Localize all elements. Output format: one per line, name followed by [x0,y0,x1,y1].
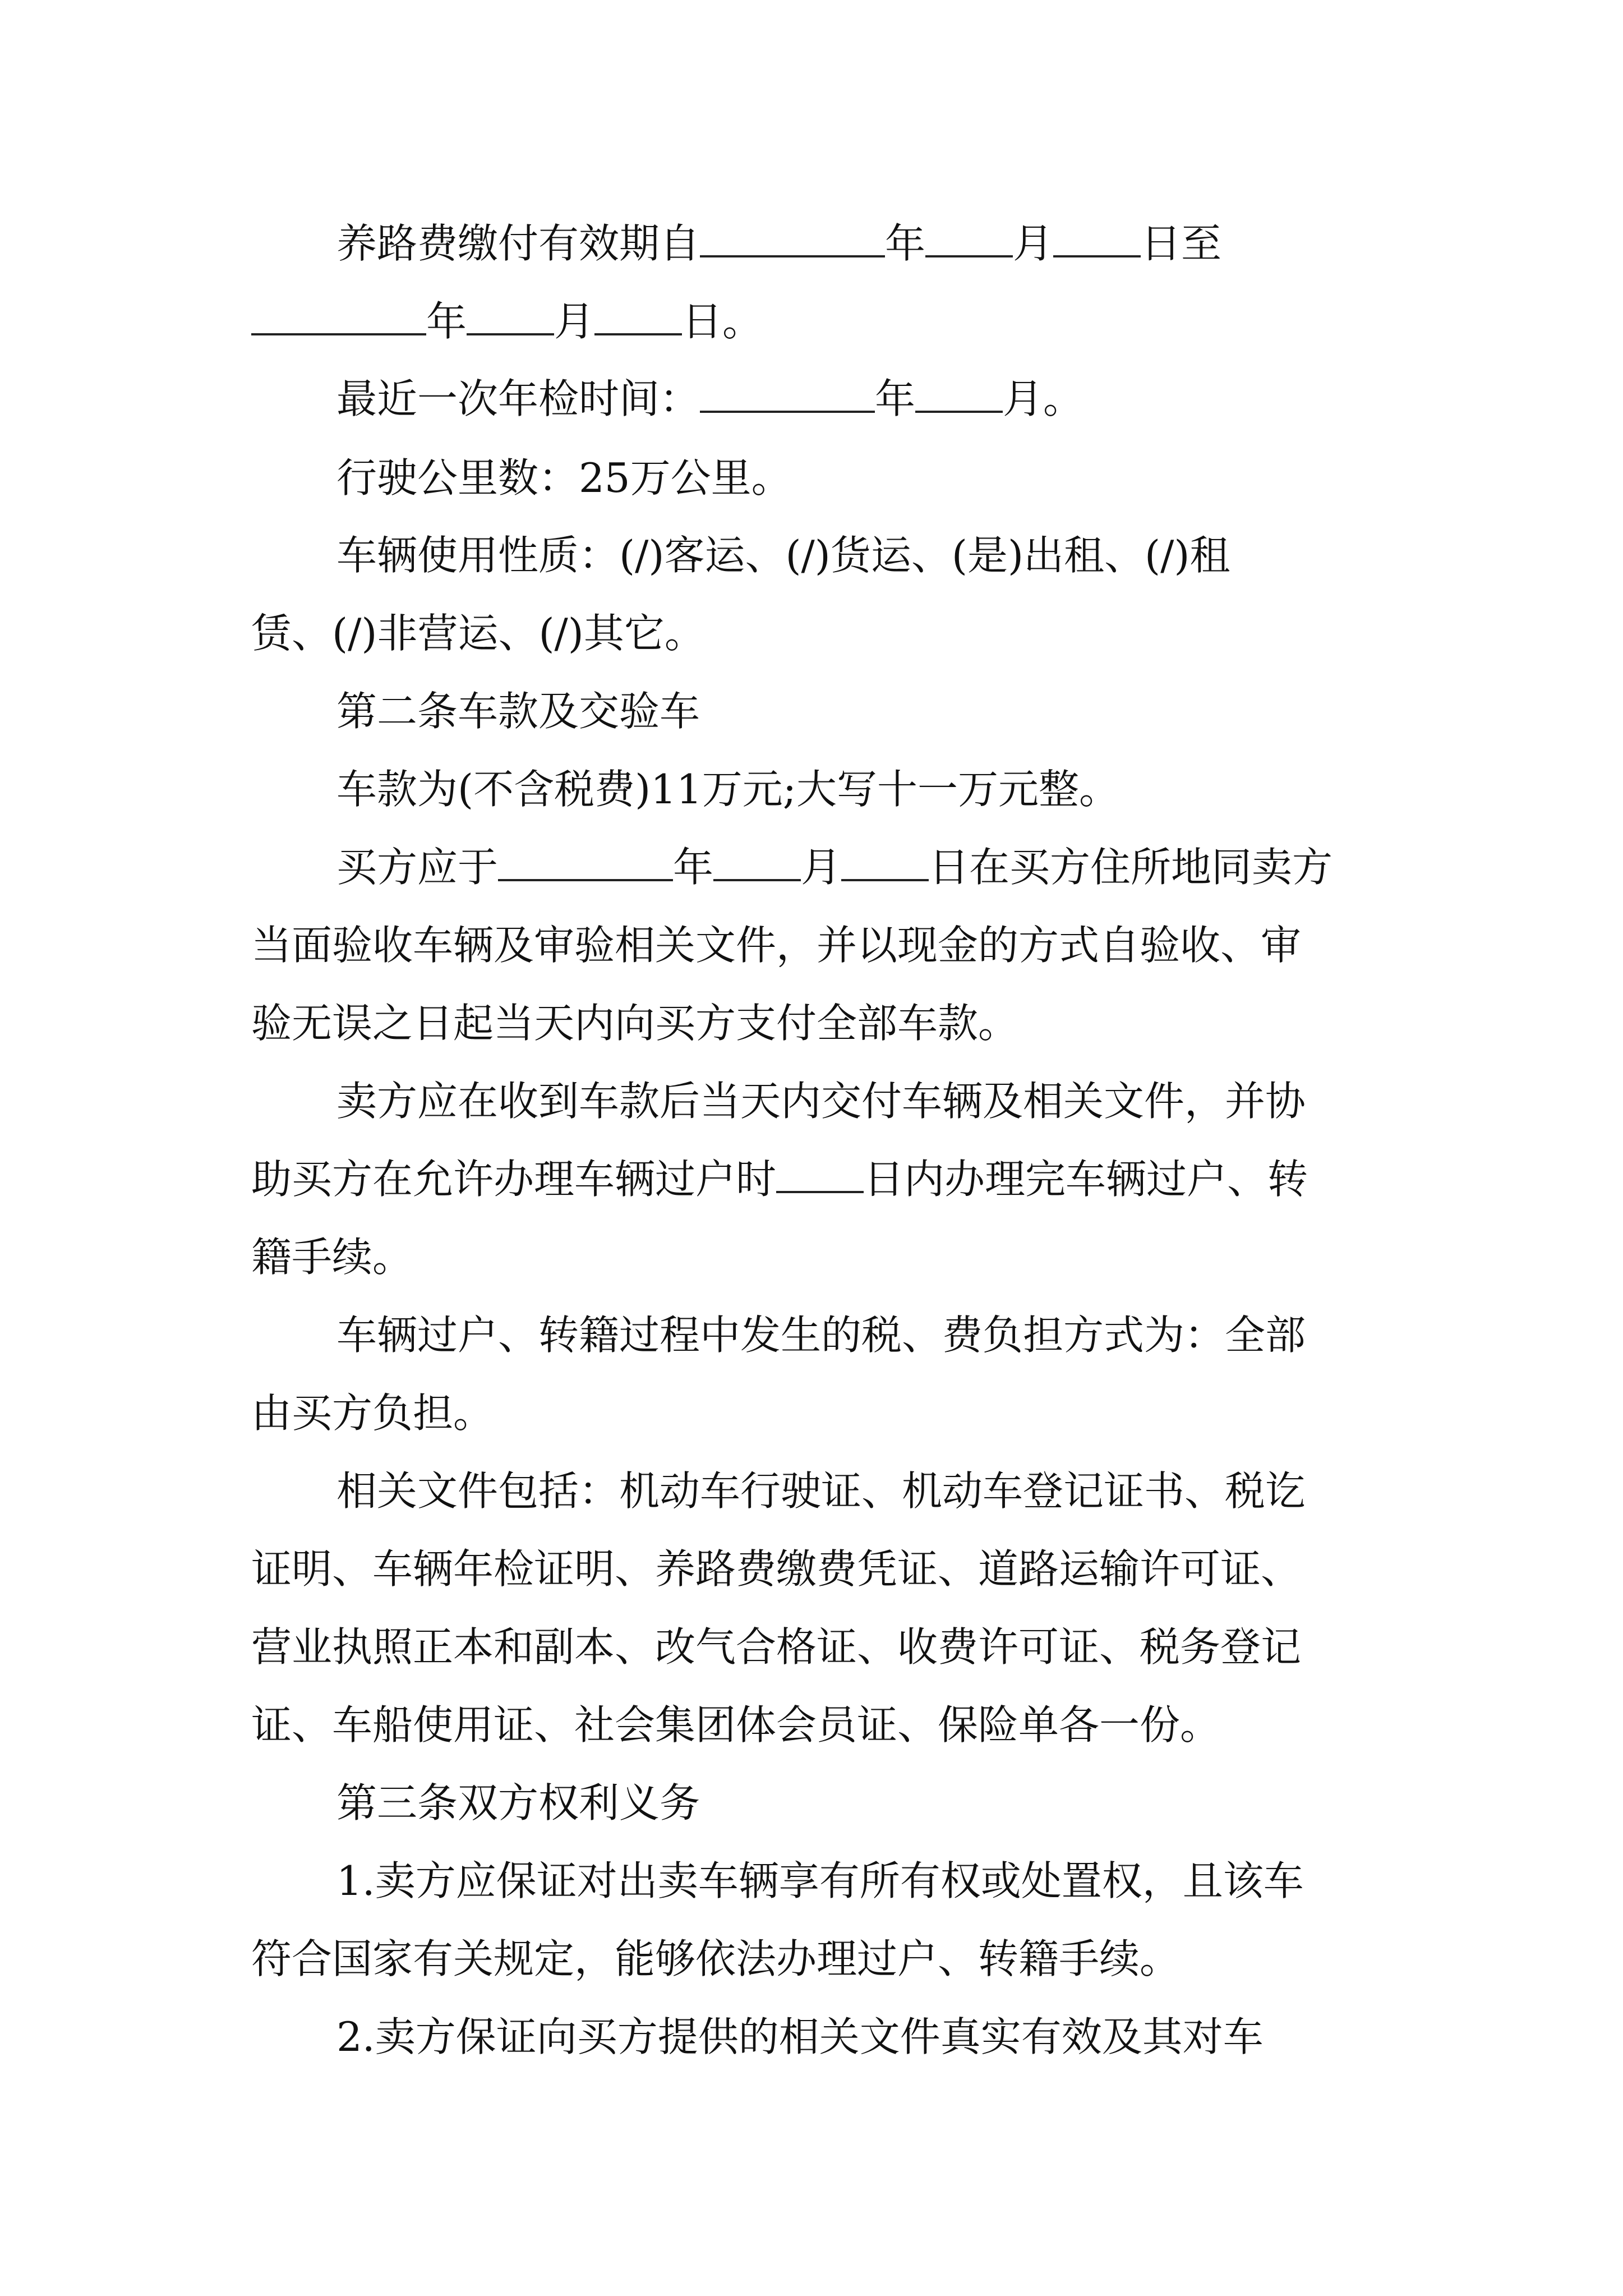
blank-year [498,841,673,881]
blank-day [841,841,929,881]
inspection-line-2: 当面验收车辆及审验相关文件，并以现金的方式自验收、审 [251,922,1302,969]
price-line: 车款为(不含税费)11万元;大写十一万元整。 [336,766,1120,813]
day-label: 日。 [682,298,763,345]
annual-inspection-line [336,365,1083,432]
blank-year [700,372,875,413]
inspection-line-3: 验无误之日起当天内向买方支付全部车款。 [251,1000,1019,1047]
documents-line-4: 证、车船使用证、社会集团体会员证、保险单各一份。 [251,1701,1221,1749]
blank-day [1053,217,1141,257]
day-to-label: 日至 [1141,220,1222,267]
delivery-line-1: 卖方应在收到车款后当天内交付车辆及相关文件，并协 [336,1078,1306,1125]
month-label: 月。 [1003,375,1084,422]
usage-nature-line-2: 赁、(/)非营运、(/)其它。 [251,610,705,657]
blank-month [713,841,801,881]
article-3-heading: 第三条双方权利义务 [336,1779,700,1826]
delivery-line-3: 籍手续。 [251,1234,413,1281]
blank-month [915,372,1003,413]
validity-period-label: 养路费缴付有效期自 [336,220,700,267]
year-label: 年 [426,298,467,345]
blank-days [776,1153,864,1193]
clause-1-line-2: 符合国家有关规定，能够依法办理过户、转籍手续。 [251,1935,1181,1982]
inspection-place-text: 日在买方住所地同卖方 [929,844,1333,891]
tax-fee-line-1: 车辆过户、转籍过程中发生的税、费负担方式为：全部 [336,1312,1306,1359]
clause-2-line-1: 2.卖方保证向买方提供的相关文件真实有效及其对车 [336,2013,1264,2060]
blank-year [700,217,885,257]
blank-month [925,217,1013,257]
delivery-text-b: 日内办理完车辆过户、转 [864,1156,1308,1203]
clause-1-line-1: 1.卖方应保证对出卖车辆享有所有权或处置权，且该车 [336,1857,1304,1904]
validity-period-line-1 [336,210,1221,277]
month-label: 月 [554,298,595,345]
mileage-line: 行驶公里数：25万公里。 [336,454,792,501]
validity-period-line-2 [251,288,763,355]
documents-line-2: 证明、车辆年检证明、养路费缴费凭证、道路运输许可证、 [251,1545,1302,1593]
blank-year [251,295,426,335]
month-label: 月 [801,844,842,891]
tax-fee-line-2: 由买方负担。 [251,1389,494,1437]
month-label: 月 [1013,220,1054,267]
buyer-should-label: 买方应于 [336,844,499,891]
delivery-line-2 [251,1145,1308,1213]
annual-inspection-label: 最近一次年检时间： [336,375,700,422]
documents-line-1: 相关文件包括：机动车行驶证、机动车登记证书、税讫 [336,1467,1306,1515]
documents-line-3: 营业执照正本和副本、改气合格证、收费许可证、税务登记 [251,1623,1302,1671]
blank-month [467,295,554,335]
article-2-heading: 第二条车款及交验车 [336,688,700,735]
blank-day [594,295,682,335]
year-label: 年 [875,375,916,422]
delivery-text-a: 助买方在允许办理车辆过户时 [251,1156,777,1203]
inspection-date-line [336,834,1332,901]
year-label: 年 [885,220,926,267]
usage-nature-line-1: 车辆使用性质：(/)客运、(/)货运、(是)出租、(/)租 [336,532,1230,579]
year-label: 年 [673,844,714,891]
